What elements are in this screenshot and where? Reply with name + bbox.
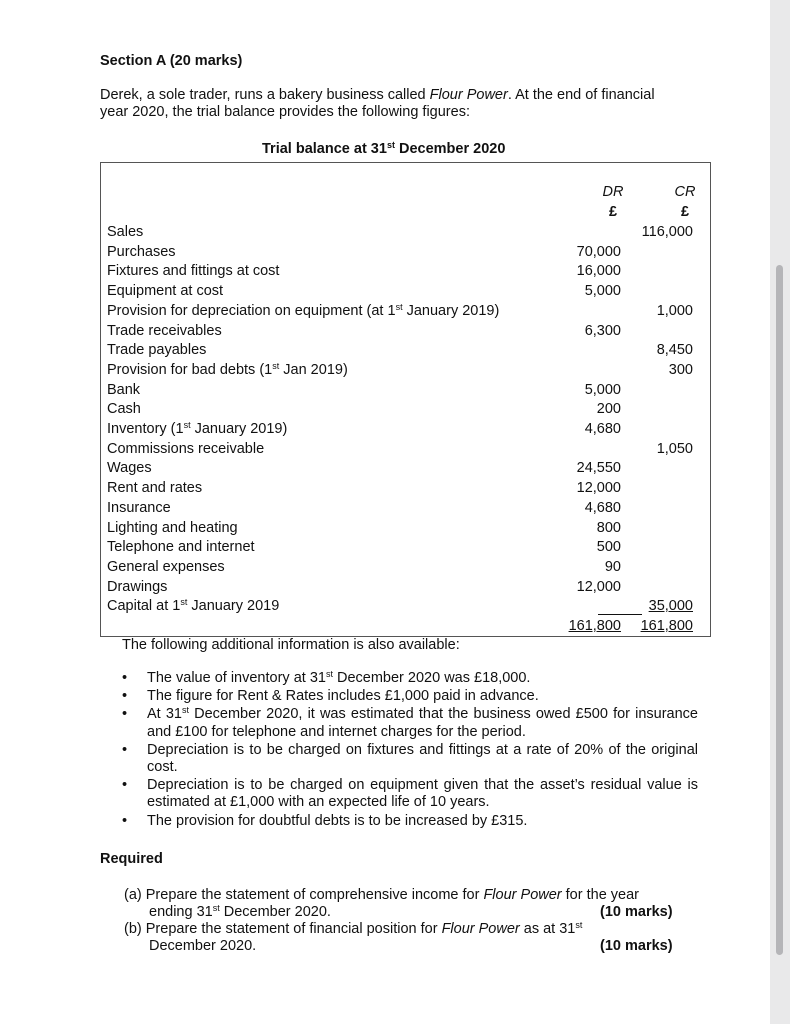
row-label [107, 460, 152, 477]
req-b-sup: st [575, 920, 583, 930]
row-label-text: Commissions receivable [107, 440, 265, 457]
info-bullet [128, 670, 698, 687]
row-label [107, 303, 499, 320]
dr-total-rule [598, 614, 642, 615]
row-dr-value: 6,300 [584, 322, 621, 339]
table-title-text: Trial balance at 31 [262, 141, 387, 157]
row-dr-value: 4,680 [584, 421, 621, 437]
row-label [107, 441, 264, 458]
bullet-sup: st [325, 669, 333, 679]
required-item-a [124, 887, 684, 921]
row-label-text: Provision for bad debts (1 [107, 361, 273, 378]
additional-info-heading: The following additional information is also available: [122, 637, 460, 653]
row-label [107, 559, 225, 576]
row-label-text: Equipment at cost [107, 283, 224, 300]
row-label-sup: st [272, 360, 280, 371]
row-label-text: Rent and rates [107, 480, 203, 497]
intro-text: Derek, a sole trader, runs a bakery business called [100, 87, 430, 103]
row-dr-value: 70,000 [576, 243, 621, 260]
row-label [107, 539, 255, 556]
table-title [262, 141, 505, 158]
info-bullet [128, 688, 698, 705]
row-label-text: Fixtures and fittings at cost [107, 263, 280, 280]
req-a-line2-post: December 2020. [219, 904, 331, 920]
row-label-sup: st [180, 597, 188, 608]
row-dr-value: 12,000 [576, 578, 621, 595]
req-a-marks: (10 marks) [600, 904, 673, 920]
intro-text-2: . At the end of financial [507, 87, 655, 103]
row-label [107, 244, 176, 261]
row-dr-value: 5,000 [584, 283, 621, 300]
row-label-text: Insurance [107, 499, 171, 516]
info-bullet [128, 813, 698, 830]
scrollbar-thumb[interactable] [776, 265, 783, 955]
row-dr-value: 4,680 [584, 499, 621, 516]
info-bullet [128, 777, 698, 811]
row-label [107, 283, 223, 300]
row-label-text: Wages [107, 460, 152, 477]
row-label-text: General expenses [107, 558, 225, 575]
cr-currency: £ [680, 204, 690, 220]
req-a-text: (a) Prepare the statement of comprehensive income for [124, 887, 484, 903]
row-label [107, 500, 171, 517]
row-label-text: Purchases [107, 243, 176, 260]
row-label [107, 224, 143, 241]
row-label-text: Lighting and heating [107, 519, 238, 536]
row-label-text: Sales [107, 224, 144, 240]
row-label-sup: st [183, 420, 191, 430]
bullet-text: The figure for Rent & Rates includes £1,000 paid in advance. [147, 688, 539, 705]
intro-line-2: year 2020, the trial balance provides the following figures: [100, 104, 470, 120]
row-label [107, 401, 141, 418]
row-dr-value: 16,000 [576, 263, 621, 280]
cr-header: CR [674, 184, 696, 200]
row-label [107, 362, 348, 379]
row-dr-value: 5,000 [584, 381, 621, 398]
row-dr-value: 90 [604, 558, 621, 575]
row-label [107, 342, 206, 359]
table-title-sup: st [386, 140, 395, 150]
dr-currency: £ [608, 204, 618, 220]
row-dr-value: 200 [596, 401, 621, 418]
row-label-sup: st [395, 301, 403, 312]
row-label-text: Trade receivables [107, 322, 222, 339]
row-label [107, 382, 140, 399]
row-label-text: Bank [107, 381, 141, 398]
required-heading: Required [100, 851, 163, 867]
row-label-text: Provision for depreciation on equipment (at 1 [107, 302, 396, 319]
req-a-business-name: Flour Power [483, 887, 562, 903]
row-label [107, 323, 222, 340]
row-dr-value: 500 [596, 539, 621, 556]
req-a-sup: st [212, 903, 220, 913]
dr-header: DR [602, 184, 624, 200]
info-bullet [128, 742, 698, 776]
table-title-text-2: December 2020 [394, 141, 506, 157]
row-label-text-2: January 2019) [402, 302, 500, 319]
business-name: Flour Power [429, 87, 508, 103]
row-label [107, 520, 238, 537]
bullet-text: Depreciation is to be charged on fixtures and fittings at a rate of 20% of the original cost. [147, 741, 698, 776]
row-label-text: Drawings [107, 578, 168, 595]
dr-total: 161,800 [568, 618, 621, 634]
row-label-text: Cash [107, 401, 141, 418]
row-label [107, 263, 279, 280]
row-cr-value: 35,000 [648, 598, 693, 615]
row-label [107, 421, 287, 438]
row-label-text-2: January 2019) [190, 421, 288, 437]
row-label-text: Trade payables [107, 342, 207, 359]
req-a-line2: ending 31 [149, 904, 213, 920]
row-label-text: Inventory (1 [107, 421, 184, 437]
row-cr-value: 1,050 [656, 440, 693, 457]
section-title: Section A (20 marks) [100, 53, 243, 69]
bullet-text: At 31 [147, 706, 182, 723]
row-label-text: Telephone and internet [107, 539, 255, 556]
row-label-text-2: Jan 2019) [279, 361, 348, 378]
req-b-line2: December 2020. [149, 938, 257, 954]
bullet-text-2: December 2020 was £18,000. [332, 670, 531, 686]
additional-info-list [128, 670, 698, 831]
row-label [107, 480, 202, 497]
required-item-b [124, 921, 684, 955]
cr-total: 161,800 [640, 618, 693, 634]
bullet-text-2: December 2020, it was estimated that the business owed £500 for insurance and £100 for telephone and internet charges for the period. [147, 706, 698, 740]
row-dr-value: 800 [596, 519, 621, 536]
bullet-text: The value of inventory at 31 [147, 670, 326, 686]
row-label [107, 579, 167, 596]
row-cr-value: 8,450 [656, 342, 693, 359]
bullet-sup: st [181, 705, 189, 716]
req-b-business-name: Flour Power [441, 921, 520, 937]
row-dr-value: 24,550 [576, 460, 621, 477]
bullet-text: Depreciation is to be charged on equipment given that the asset’s residual value is estimated at £1,000 with an expected life of 10 years. [147, 777, 698, 811]
row-cr-value: 300 [668, 361, 693, 378]
row-cr-value: 116,000 [641, 224, 693, 240]
req-b-marks: (10 marks) [600, 938, 673, 954]
req-b-text-2: as at 31 [519, 921, 576, 937]
row-dr-value: 12,000 [576, 480, 621, 497]
req-a-text-2: for the year [561, 887, 639, 903]
bullet-text: The provision for doubtful debts is to be increased by £315. [147, 812, 528, 829]
row-label [107, 598, 279, 615]
row-cr-value: 1,000 [656, 302, 693, 319]
row-label-text: Capital at 1 [107, 598, 181, 615]
info-bullet [128, 706, 698, 740]
req-b-text: (b) Prepare the statement of financial position for [124, 921, 442, 937]
intro-line-1 [100, 87, 655, 104]
row-label-text-2: January 2019 [187, 598, 280, 615]
